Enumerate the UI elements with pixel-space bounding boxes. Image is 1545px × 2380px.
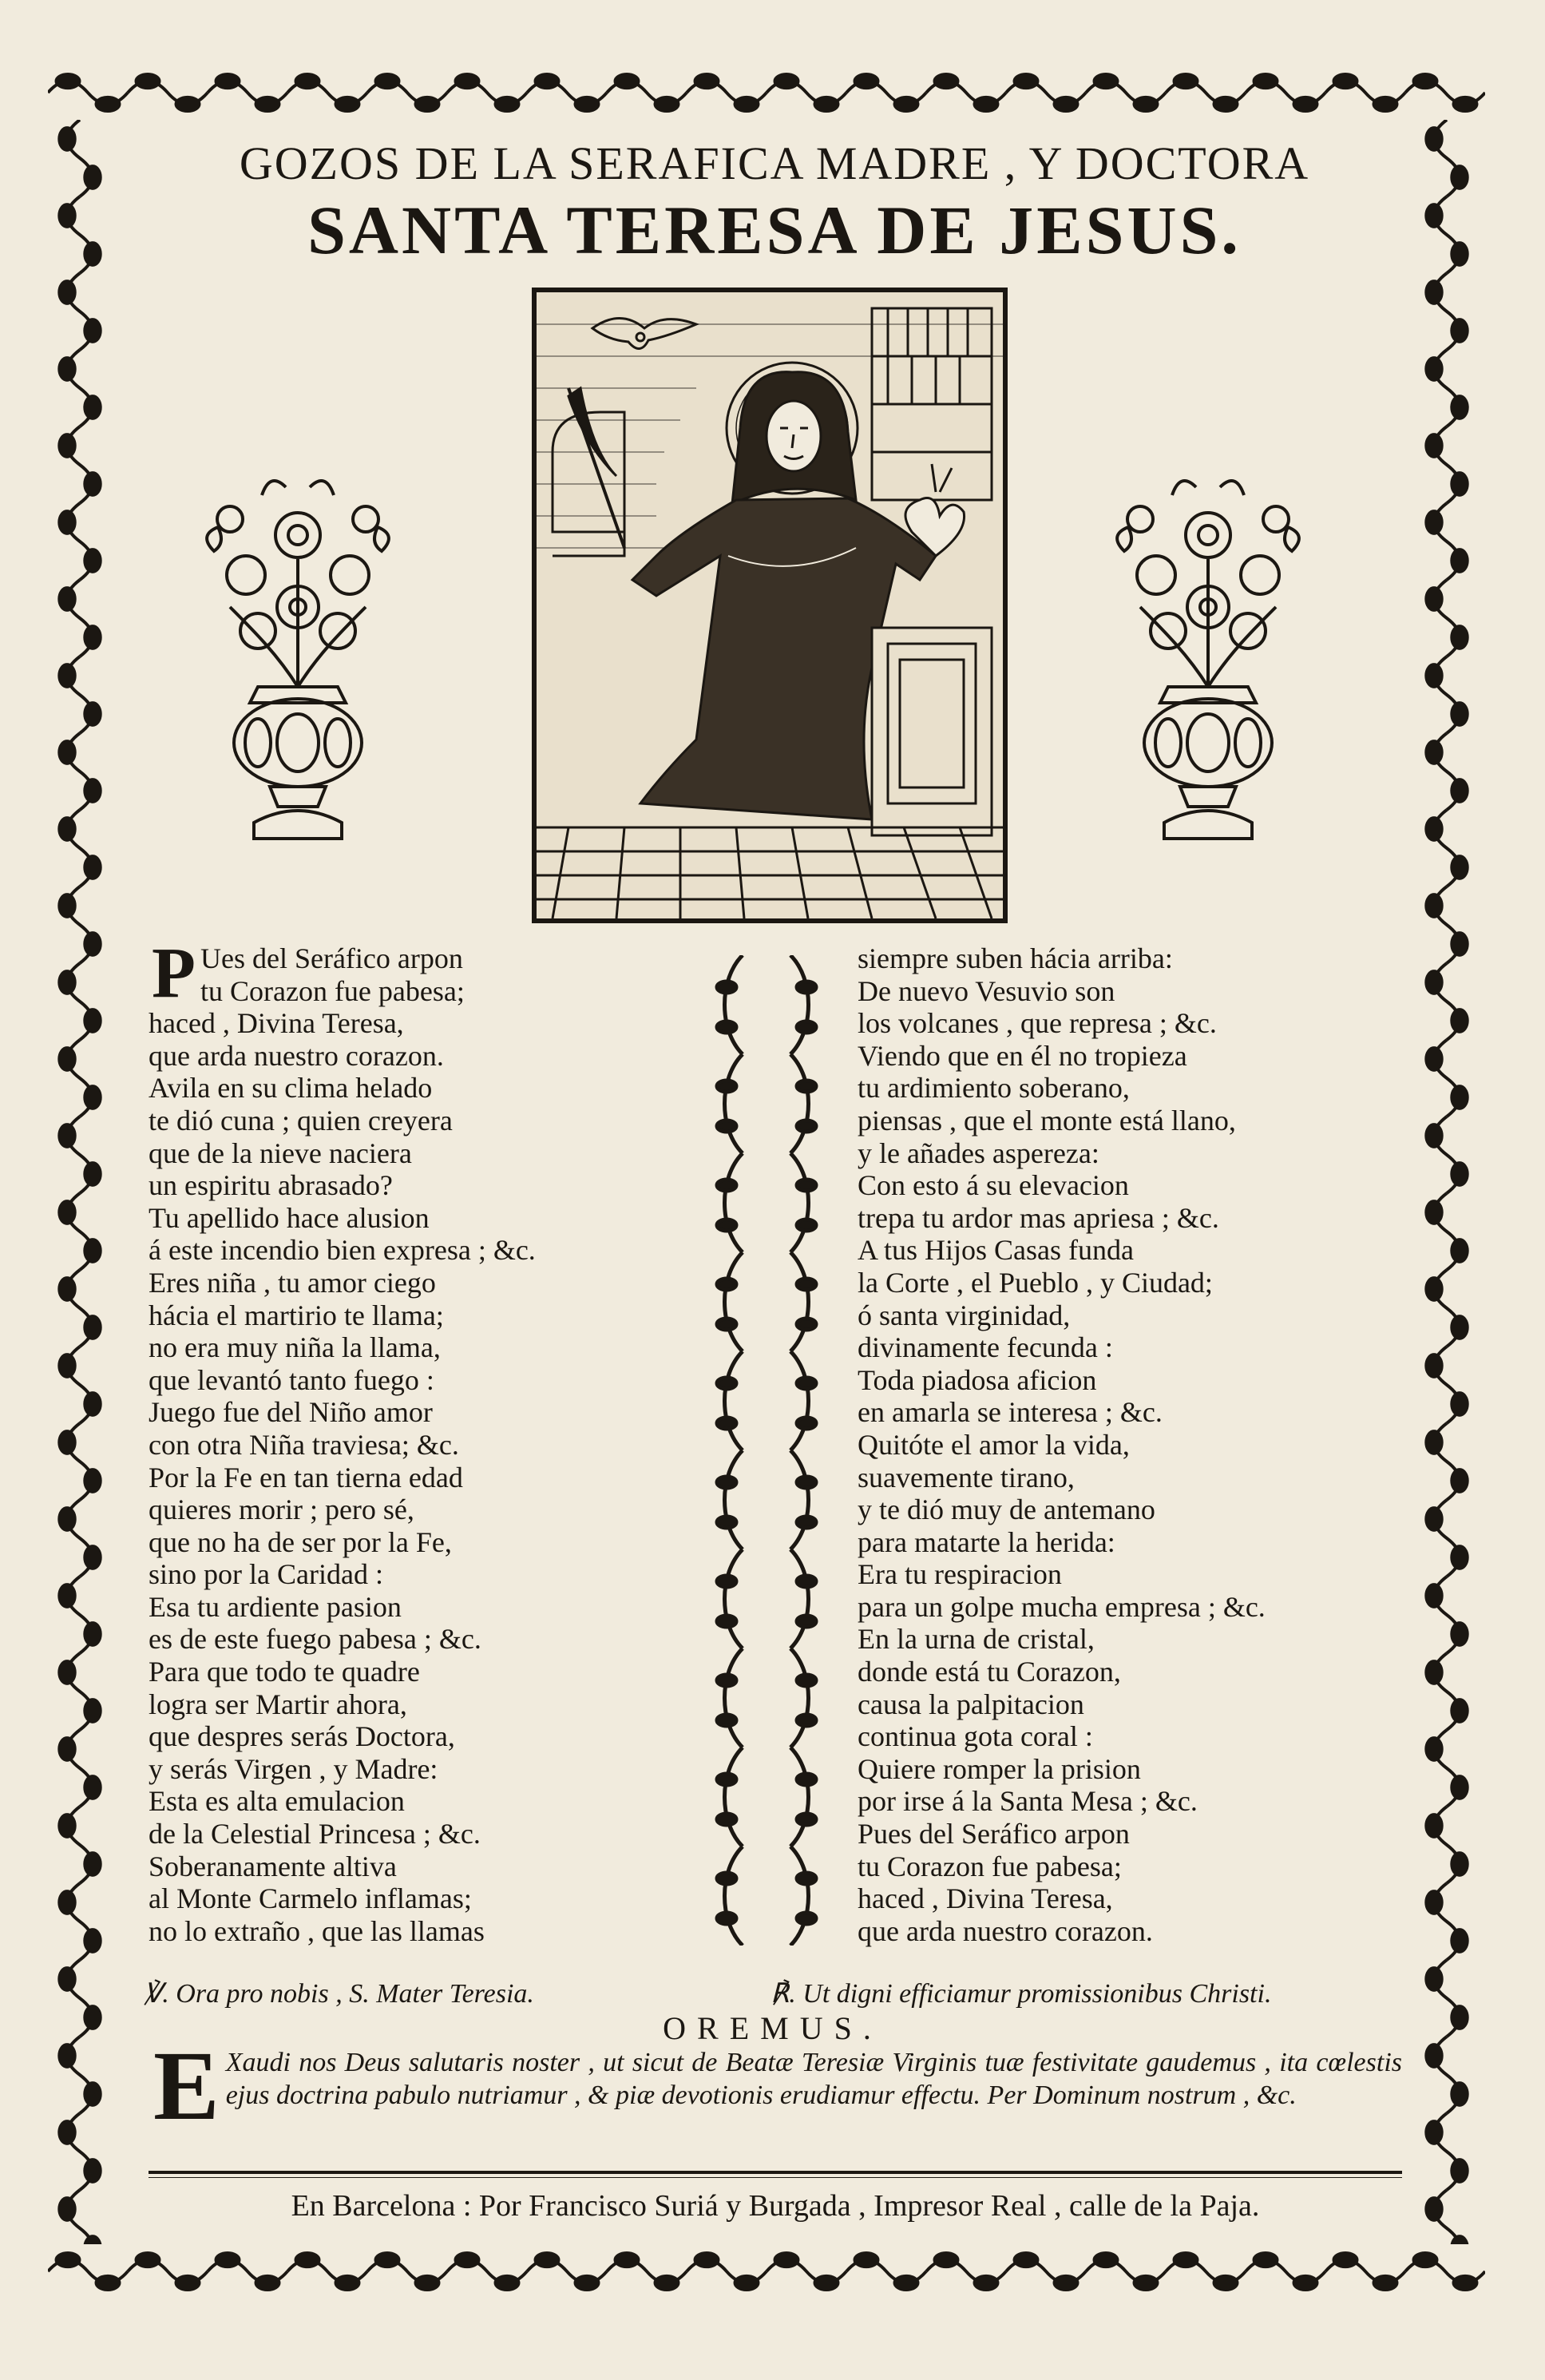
verse-line: Toda piadosa aficion <box>858 1363 1097 1396</box>
flower-vase-right-icon <box>1092 447 1324 847</box>
verse-line: y te dió muy de antemano <box>858 1493 1155 1526</box>
verse-line: Esa tu ardiente pasion <box>149 1590 402 1623</box>
title-line-2: SANTA TERESA DE JESUS. <box>307 192 1242 268</box>
verse-line: haced , Divina Teresa, <box>149 1007 404 1040</box>
verse-line: tu Corazon fue pabesa; <box>858 1850 1122 1882</box>
verse-line: sino por la Caridad : <box>149 1558 383 1591</box>
verse-line: Eres niña , tu amor ciego <box>149 1266 436 1299</box>
verse-line: continua gota coral : <box>858 1720 1093 1753</box>
printer-imprint: En Barcelona : Por Francisco Suriá y Burgada , Impresor Real , calle de la Paja. <box>291 2189 1260 2223</box>
verse-line: siempre suben hácia arriba: <box>858 942 1173 974</box>
flower-vase-left-icon <box>182 447 414 847</box>
prayer-body: Xaudi nos Deus salutaris noster , ut sicut de Beatæ Teresiæ Virginis tuæ festivitate gaudemus , ita cœlestis ejus doctrina pabulo nutriamur , & piæ devotionis erudiamur effectu. Per Dominum nostrum , &c. <box>225 2048 1402 2110</box>
vine-ornament-icon <box>703 955 830 1946</box>
verse-line: para un golpe mucha empresa ; &c. <box>858 1590 1266 1623</box>
verse-line: á este incendio bien expresa ; &c. <box>149 1234 536 1267</box>
right-floral-border <box>1415 120 1479 2244</box>
verse-line: A tus Hijos Casas funda <box>858 1234 1134 1267</box>
verse-line: quieres morir ; pero sé, <box>149 1493 414 1526</box>
verse-line: piensas , que el monte está llano, <box>858 1104 1236 1136</box>
verse-line: los volcanes , que represa ; &c. <box>858 1007 1217 1040</box>
verses-right-column <box>858 942 1400 1947</box>
verse-line: Pues del Seráfico arpon <box>858 1818 1130 1850</box>
verse-line: no era muy niña la llama, <box>149 1331 441 1364</box>
verse-line: que arda nuestro corazon. <box>149 1039 444 1072</box>
verse-line: en amarla se interesa ; &c. <box>858 1396 1163 1429</box>
verse-line: al Monte Carmelo inflamas; <box>149 1882 472 1915</box>
verse-line: Con esto á su elevacion <box>858 1169 1129 1202</box>
saint-teresa-woodcut <box>532 288 1008 923</box>
verse-line: que despres serás Doctora, <box>149 1720 455 1753</box>
verse-line: que no ha de ser por la Fe, <box>149 1525 452 1558</box>
verse-line: causa la palpitacion <box>858 1688 1084 1720</box>
verse-line: En la urna de cristal, <box>858 1623 1095 1656</box>
dove-icon <box>592 319 696 349</box>
verse-line: Era tu respiracion <box>858 1558 1062 1591</box>
drop-cap: P <box>152 934 196 1013</box>
verse-line: es de este fuego pabesa ; &c. <box>149 1623 481 1656</box>
verse-line: Para que todo te quadre <box>149 1656 420 1688</box>
verse-line: Quitóte el amor la vida, <box>858 1428 1130 1461</box>
top-floral-border <box>48 64 1485 121</box>
verse-line: haced , Divina Teresa, <box>858 1882 1113 1915</box>
verse-line: de la Celestial Princesa ; &c. <box>149 1818 481 1850</box>
verse-line: Esta es alta emulacion <box>149 1785 405 1818</box>
verse-line: no lo extraño , que las llamas <box>149 1914 485 1947</box>
verse-line: que levantó tanto fuego : <box>149 1363 434 1396</box>
oremus-heading: OREMUS. <box>663 2010 882 2046</box>
verse-line: donde está tu Corazon, <box>858 1656 1121 1688</box>
verse-line: un espiritu abrasado? <box>149 1169 393 1202</box>
prayer-initial: E <box>153 2031 220 2140</box>
versicle: ℣. Ora pro nobis , S. Mater Teresia. <box>144 1979 534 2009</box>
prayer-text <box>149 2031 1402 2140</box>
double-rule-thin <box>149 2177 1402 2178</box>
verse-line: la Corte , el Pueblo , y Ciudad; <box>858 1266 1213 1299</box>
verse-line: Viendo que en él no tropieza <box>858 1039 1187 1072</box>
verse-line: Por la Fe en tan tierna edad <box>149 1461 463 1493</box>
verse-line: tu Corazon fue pabesa; <box>200 974 465 1007</box>
verses-left-column <box>149 934 675 1947</box>
double-rule-thick <box>149 2171 1402 2174</box>
verse-line: Quiere romper la prision <box>858 1752 1141 1785</box>
verse-line: por irse á la Santa Mesa ; &c. <box>858 1785 1198 1818</box>
verse-line: para matarte la herida: <box>858 1525 1115 1558</box>
verse-line: que arda nuestro corazon. <box>858 1914 1153 1947</box>
verse-line: y le añades aspereza: <box>858 1136 1099 1169</box>
bottom-floral-border <box>48 2243 1485 2300</box>
verse-line: y serás Virgen , y Madre: <box>149 1752 438 1785</box>
verse-line: con otra Niña traviesa; &c. <box>149 1428 459 1461</box>
verse-line: trepa tu ardor mas apriesa ; &c. <box>858 1201 1219 1234</box>
verse-line: suavemente tirano, <box>858 1461 1075 1493</box>
verse-line: te dió cuna ; quien creyera <box>149 1104 453 1136</box>
verse-line: tu ardimiento soberano, <box>858 1072 1130 1105</box>
verse-line: Juego fue del Niño amor <box>149 1396 433 1429</box>
verse-line: Soberanamente altiva <box>149 1850 397 1882</box>
verse-line: De nuevo Vesuvio son <box>858 974 1115 1007</box>
verse-line: divinamente fecunda : <box>858 1331 1113 1364</box>
verse-line: hácia el martirio te llama; <box>149 1299 444 1331</box>
verse-line: Tu apellido hace alusion <box>149 1201 430 1234</box>
verse-line: Avila en su clima helado <box>149 1072 433 1105</box>
verse-line: ó santa virginidad, <box>858 1299 1071 1331</box>
response: ℟. Ut digni efficiamur promissionibus Christi. <box>771 1979 1272 2009</box>
verse-line: Ues del Seráfico arpon <box>200 942 463 974</box>
left-floral-border <box>48 120 112 2244</box>
verse-line: logra ser Martir ahora, <box>149 1688 407 1720</box>
verse-line: que de la nieve naciera <box>149 1136 412 1169</box>
title-line-1: GOZOS DE LA SERAFICA MADRE , Y DOCTORA <box>239 137 1310 189</box>
